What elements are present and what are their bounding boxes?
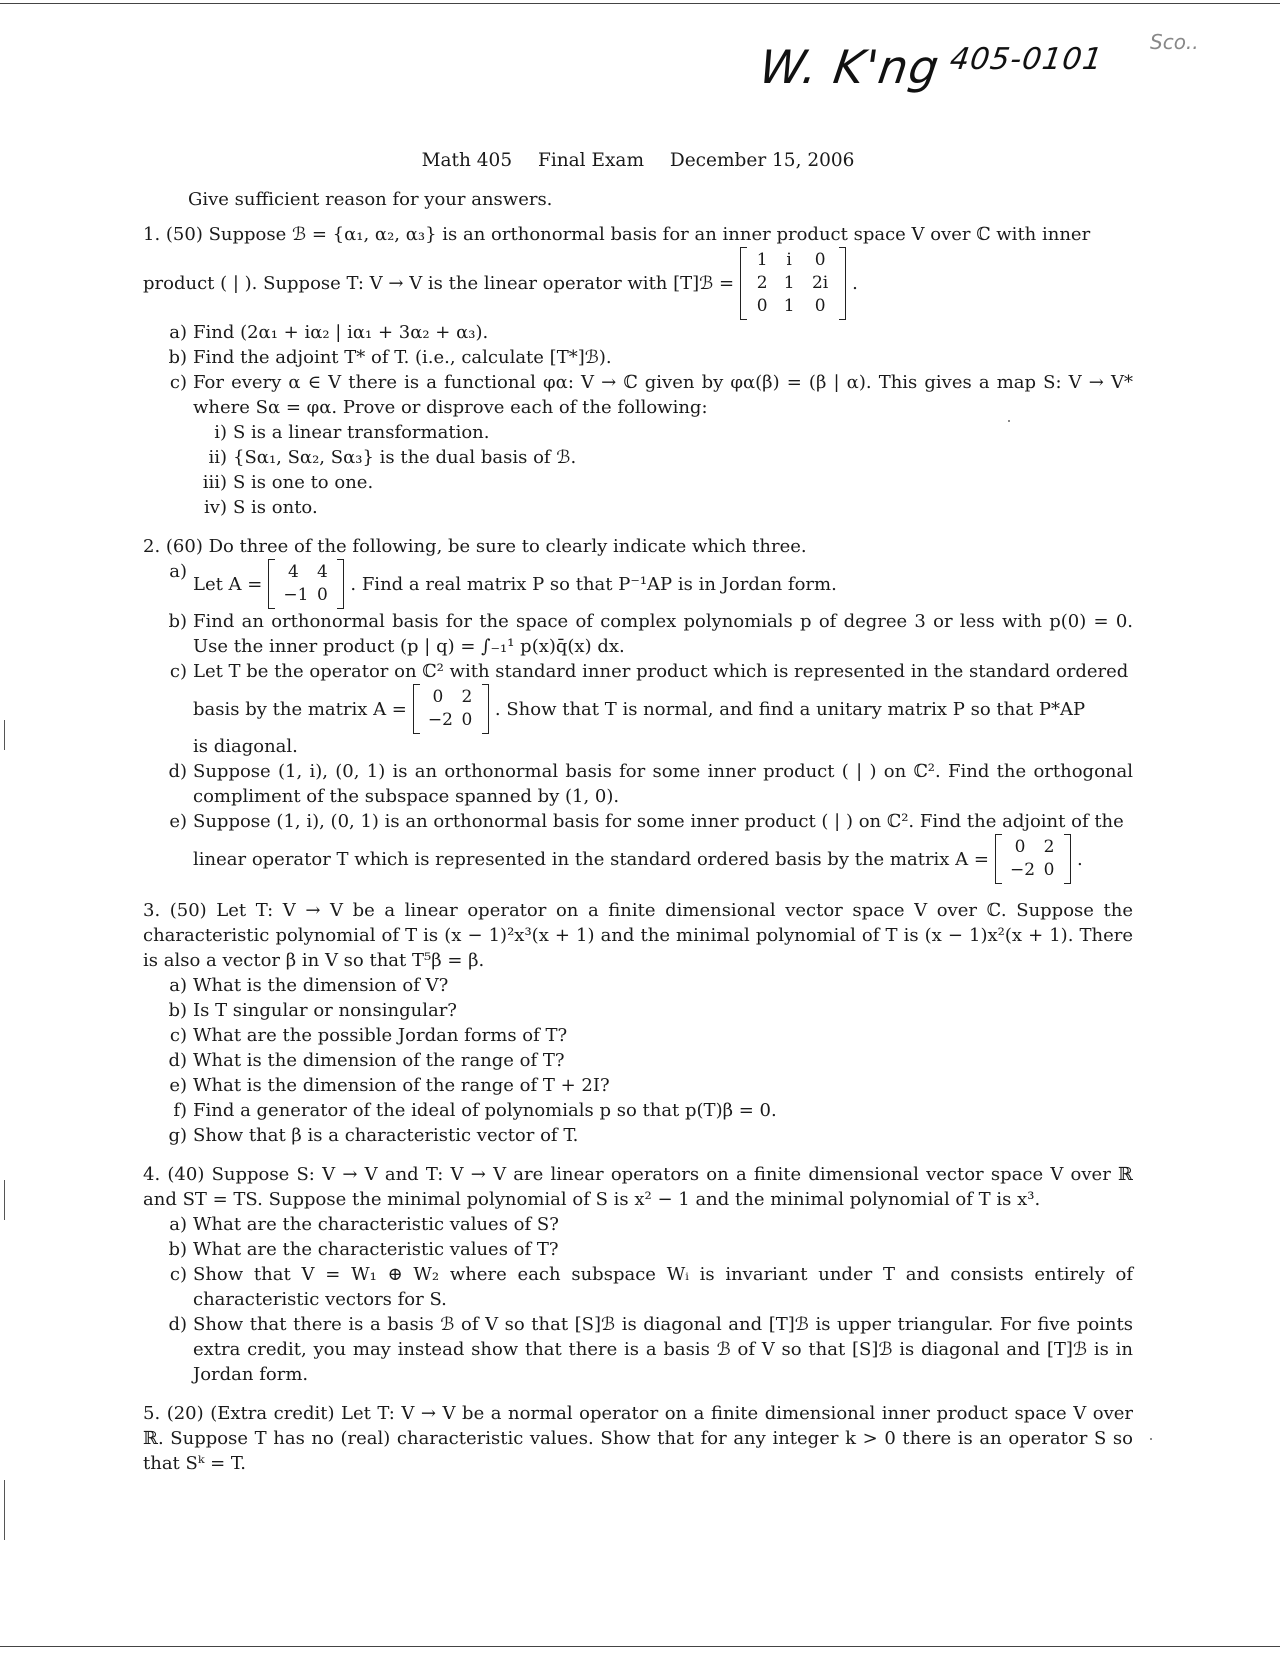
matrix-cell: 2i xyxy=(811,273,829,293)
matrix-cell: 0 xyxy=(756,296,768,316)
exam-title xyxy=(143,148,1133,173)
problem-4-part-b: b) What are the characteristic values of T? xyxy=(168,1239,559,1260)
problem-3-part-g: g) Show that β is a characteristic vector of T. xyxy=(168,1125,579,1146)
problem-1-part-b: b) Find the adjoint T* of T. (i.e., calculate [T*]ℬ). xyxy=(168,347,612,368)
problem-3-part-c: c) What are the possible Jordan forms of T? xyxy=(169,1025,568,1046)
operator-matrix xyxy=(740,247,846,320)
matrix-cell: −1 xyxy=(283,585,309,605)
matrix-cell: 4 xyxy=(287,562,299,582)
matrix-cell: 1 xyxy=(783,296,795,316)
problem-4-intro: 4. (40) Suppose S: V → V and T: V → V are linear operators on a finite dimensional vector space V over ℝ and ST = TS. Suppose the minimal polynomial of S is x² − 1 and the minimal polynomial of T is x³. xyxy=(143,1164,1133,1210)
scan-top-border xyxy=(0,3,1280,4)
exam-content xyxy=(143,148,1133,1490)
matrix-cell: 1 xyxy=(756,250,768,270)
problem-2-part-b: b) Find an orthonormal basis for the space of complex polynomials p of degree 3 or less with p(0) = 0. Use the inner product (p | q) = ∫₋₁¹ p(x)q̄(x) dx. xyxy=(168,611,1133,657)
instructions: Give sufficient reason for your answers. xyxy=(188,189,553,210)
problem-1-matrix-prefix: product ( | ). Suppose T: V → V is the linear operator with [T]ℬ = xyxy=(143,273,735,294)
matrix-cell: 2 xyxy=(756,273,768,293)
problem-4-part-d: d) Show that there is a basis ℬ of V so that [S]ℬ is diagonal and [T]ℬ is upper triangular. For five points extra credit, you may instead show that there is a basis ℬ of V so that [S]ℬ is diagonal and [T]ℬ is in Jordan form. xyxy=(168,1314,1133,1385)
problem-1-intro: 1. (50) Suppose ℬ = {α₁, α₂, α₃} is an orthonormal basis for an inner product space V over ℂ with inner xyxy=(143,224,1091,245)
problem-4 xyxy=(143,1162,1133,1387)
problem-2-part-e: e) Suppose (1, i), (0, 1) is an orthonormal basis for some inner product ( | ) on ℂ². Find the adjoint of the linear operator T which is represented in the standard ordered basis by the matrix A = 0 2 −2 0 . xyxy=(143,809,1133,884)
problem-3-part-a: a) What is the dimension of V? xyxy=(169,975,449,996)
exam-name: Final Exam xyxy=(537,150,644,171)
matrix-cell: 2 xyxy=(1043,837,1055,857)
matrix-cell: 0 xyxy=(814,296,826,316)
problem-1-subpart-iii: iii) S is one to one. xyxy=(202,472,374,493)
problem-2-part-c: c) Let T be the operator on ℂ² with standard inner product which is represented in the standard ordered basis by the matrix A = 0 2 −2 0 . Show that T is normal, and find a unitary matrix P so that P*AP is diagonal. xyxy=(169,661,1129,757)
handwritten-name xyxy=(756,40,1105,94)
matrix-cell: 2 xyxy=(461,687,473,707)
problem-3-part-f: f) Find a generator of the ideal of polynomials p so that p(T)β = 0. xyxy=(173,1100,777,1121)
problem-3-intro: 3. (50) Let T: V → V be a linear operator on a finite dimensional vector space V over ℂ. Suppose the characteristic polynomial of T is (x − 1)²x³(x + 1) and the minimal polynomial of T is (x − 1)x²(x + 1). There is also a vector β in V so that T⁵β = β. xyxy=(143,900,1133,971)
scan-speck xyxy=(1150,1438,1152,1440)
matrix-cell: 0 xyxy=(316,585,328,605)
problem-2-intro: 2. (60) Do three of the following, be sure to clearly indicate which three. xyxy=(143,536,807,557)
matrix-cell: 0 xyxy=(1014,837,1026,857)
matrix-a xyxy=(268,559,344,609)
problem-3-part-d: d) What is the dimension of the range of T? xyxy=(168,1050,565,1071)
handwritten-section-code: 405-0101 xyxy=(947,42,1106,77)
scan-left-margin-mark xyxy=(4,1480,5,1540)
matrix-cell: 0 xyxy=(461,710,473,730)
matrix-cell: −2 xyxy=(427,710,453,730)
problem-2 xyxy=(143,534,1133,884)
matrix-a xyxy=(413,684,489,734)
problem-1-part-c: c) For every α ∈ V there is a functional φα: V → ℂ given by φα(β) = (β | α). This gives a map S: V → V* where Sα = φα. Prove or disprove each of the following: xyxy=(169,372,1133,418)
matrix-cell: −2 xyxy=(1009,860,1036,880)
exam-date: December 15, 2006 xyxy=(669,150,855,171)
matrix-cell: 1 xyxy=(783,273,795,293)
matrix-cell: 4 xyxy=(316,562,328,582)
scan-bottom-border xyxy=(0,1646,1280,1647)
problem-1-part-a: a) Find (2α₁ + iα₂ | iα₁ + 3α₂ + α₃). xyxy=(169,322,489,343)
matrix-cell: 0 xyxy=(432,687,444,707)
problem-1-subpart-iv: iv) S is onto. xyxy=(204,497,318,518)
problem-1-matrix-line xyxy=(143,247,1133,320)
problem-2-part-a: a) Let A = 4 4 −1 0 . Find a real matrix P so that P⁻¹AP is in Jordan form. xyxy=(143,559,1133,609)
problem-1-subpart-i: i) S is a linear transformation. xyxy=(214,422,490,443)
problem-4-part-c: c) Show that V = W₁ ⊕ W₂ where each subspace Wᵢ is invariant under T and consists entirely of characteristic vectors for S. xyxy=(169,1264,1133,1310)
problem-4-part-a: a) What are the characteristic values of S? xyxy=(169,1214,559,1235)
problem-5 xyxy=(143,1401,1133,1476)
scan-left-margin-mark xyxy=(4,1180,5,1220)
course-name: Math 405 xyxy=(421,150,513,171)
scan-left-margin-mark xyxy=(4,720,5,750)
problem-1-matrix-suffix: . xyxy=(852,273,858,294)
problem-3-part-b: b) Is T singular or nonsingular? xyxy=(168,1000,457,1021)
corner-scribble: Sco.. xyxy=(1150,30,1199,54)
handwritten-student-name: W. K'ng xyxy=(756,40,943,94)
problem-2-part-d: d) Suppose (1, i), (0, 1) is an orthonormal basis for some inner product ( | ) on ℂ². Find the orthogonal compliment of the subspace spanned by (1, 0). xyxy=(168,761,1133,807)
problem-1-subpart-ii: ii) {Sα₁, Sα₂, Sα₃} is the dual basis of ℬ. xyxy=(208,447,577,468)
matrix-a xyxy=(995,834,1071,884)
matrix-cell: 0 xyxy=(1043,860,1055,880)
problem-3-part-e: e) What is the dimension of the range of T + 2I? xyxy=(169,1075,610,1096)
matrix-cell: 0 xyxy=(814,250,826,270)
problem-3 xyxy=(143,898,1133,1148)
problem-1 xyxy=(143,222,1133,520)
matrix-cell: i xyxy=(786,250,792,270)
problem-5-intro: 5. (20) (Extra credit) Let T: V → V be a normal operator on a finite dimensional inner product space V over ℝ. Suppose T has no (real) characteristic values. Show that for any integer k > 0 there is an operator S so that Sᵏ = T. xyxy=(143,1403,1133,1474)
